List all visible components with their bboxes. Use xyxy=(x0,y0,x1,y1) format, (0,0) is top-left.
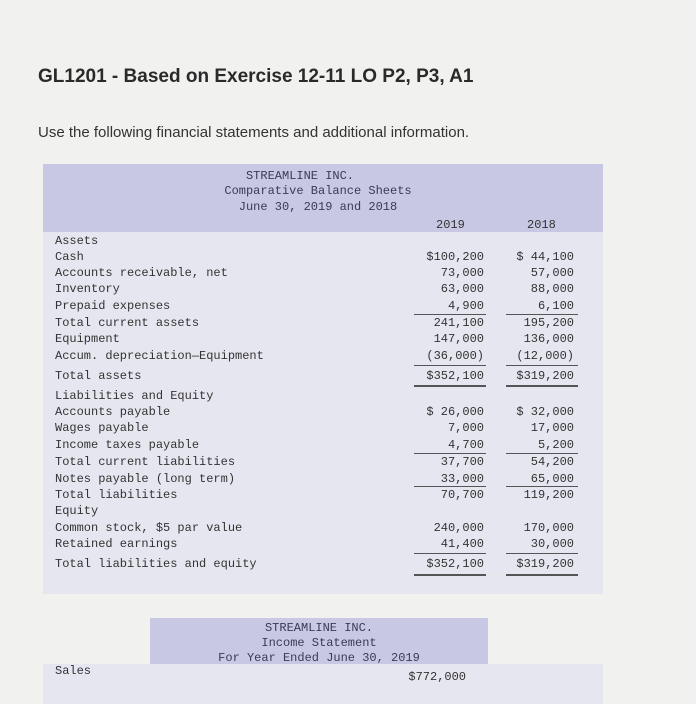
intro-text: Use the following financial statements and additional information. xyxy=(38,124,470,141)
row-label-total-liabilities: Total liabilities xyxy=(55,488,178,502)
is-value-sales: $772,000 xyxy=(408,670,466,684)
value-2018-total-current-assets: 195,200 xyxy=(523,316,574,330)
row-label-total-assets: Total assets xyxy=(55,369,142,383)
is-statement-date: For Year Ended June 30, 2019 xyxy=(218,651,420,665)
value-2018-wages-payable: 17,000 xyxy=(530,421,574,435)
value-2018-accum-depreciation: (12,000) xyxy=(516,349,574,363)
value-2019-inventory: 63,000 xyxy=(440,282,484,296)
value-2019-income-taxes-payable: 4,700 xyxy=(447,438,484,452)
row-label-total-current-liabilities: Total current liabilities xyxy=(55,455,236,469)
value-2019-total-current-assets: 241,100 xyxy=(433,316,484,330)
value-2019-total-liabilities-and-equity: $352,100 xyxy=(426,557,484,571)
row-label-accounts-payable: Accounts payable xyxy=(55,405,171,419)
row-label-wages-payable: Wages payable xyxy=(55,421,149,435)
value-2019-accum-depreciation: (36,000) xyxy=(426,349,484,363)
row-label-total-liabilities-and-equity: Total liabilities and equity xyxy=(55,557,257,571)
value-2019-equipment: 147,000 xyxy=(433,332,484,346)
row-label-cash: Cash xyxy=(55,250,84,264)
column-header-2019: 2019 xyxy=(436,218,465,232)
row-label-notes-payable: Notes payable (long term) xyxy=(55,472,236,486)
value-2019-cash: $100,200 xyxy=(426,250,484,264)
is-statement-title: Income Statement xyxy=(261,636,377,650)
row-label-total-current-assets: Total current assets xyxy=(55,316,200,330)
rule-2019-total-liabilities-and-equity xyxy=(414,574,486,576)
value-2019-prepaid-expenses: 4,900 xyxy=(447,299,484,313)
value-2019-retained-earnings: 41,400 xyxy=(440,537,484,551)
value-2019-total-assets: $352,100 xyxy=(426,369,484,383)
rule-2019-accum-depreciation xyxy=(414,365,486,366)
bs-statement-date: June 30, 2019 and 2018 xyxy=(238,200,398,214)
row-label-assets: Assets xyxy=(55,234,99,248)
rule-2018-notes-payable xyxy=(506,486,578,487)
value-2018-prepaid-expenses: 6,100 xyxy=(537,299,574,313)
row-label-common-stock: Common stock, $5 par value xyxy=(55,521,243,535)
rule-2019-notes-payable xyxy=(414,486,486,487)
rule-2019-current-liabilities xyxy=(414,453,486,454)
rule-2018-current-liabilities xyxy=(506,453,578,454)
rule-2018-total-liabilities-and-equity xyxy=(506,574,578,576)
value-2018-income-taxes-payable: 5,200 xyxy=(537,438,574,452)
value-2019-total-current-liabilities: 37,700 xyxy=(440,455,484,469)
row-label-inventory: Inventory xyxy=(55,282,120,296)
value-2018-accounts-payable: $ 32,000 xyxy=(516,405,574,419)
is-row-label-sales: Sales xyxy=(55,664,92,678)
value-2018-total-liabilities-and-equity: $319,200 xyxy=(516,557,574,571)
is-company-name: STREAMLINE INC. xyxy=(264,621,374,635)
value-2018-notes-payable: 65,000 xyxy=(530,472,574,486)
value-2018-cash: $ 44,100 xyxy=(516,250,574,264)
row-label-retained-earnings: Retained earnings xyxy=(55,537,178,551)
bs-company-name: STREAMLINE INC. xyxy=(245,169,355,183)
rule-2019-retained-earnings xyxy=(414,553,486,554)
row-label-income-taxes-payable: Income taxes payable xyxy=(55,438,200,452)
value-2019-accounts-receivable: 73,000 xyxy=(440,266,484,280)
rule-2018-accum-depreciation xyxy=(506,365,578,366)
rule-2018-total-assets xyxy=(506,385,578,387)
value-2018-total-current-liabilities: 54,200 xyxy=(530,455,574,469)
row-label-accum-depreciation: Accum. depreciation—Equipment xyxy=(55,349,264,363)
value-2018-retained-earnings: 30,000 xyxy=(530,537,574,551)
value-2018-total-assets: $319,200 xyxy=(516,369,574,383)
rule-2019-total-assets xyxy=(414,385,486,387)
value-2019-notes-payable: 33,000 xyxy=(440,472,484,486)
value-2019-total-liabilities: 70,700 xyxy=(440,488,484,502)
value-2018-equipment: 136,000 xyxy=(523,332,574,346)
row-label-prepaid-expenses: Prepaid expenses xyxy=(55,299,171,313)
value-2019-accounts-payable: $ 26,000 xyxy=(426,405,484,419)
row-label-equity: Equity xyxy=(55,504,99,518)
rule-2019-current-assets xyxy=(414,314,486,315)
value-2018-inventory: 88,000 xyxy=(530,282,574,296)
row-label-liabilities-and-equity: Liabilities and Equity xyxy=(55,389,214,403)
value-2018-common-stock: 170,000 xyxy=(523,521,574,535)
value-2019-common-stock: 240,000 xyxy=(433,521,484,535)
rule-2018-current-assets xyxy=(506,314,578,315)
column-header-2018: 2018 xyxy=(527,218,556,232)
income-statement-body xyxy=(43,664,603,704)
rule-2018-retained-earnings xyxy=(506,553,578,554)
row-label-equipment: Equipment xyxy=(55,332,120,346)
row-label-accounts-receivable: Accounts receivable, net xyxy=(55,266,228,280)
value-2018-accounts-receivable: 57,000 xyxy=(530,266,574,280)
bs-statement-title: Comparative Balance Sheets xyxy=(224,184,412,198)
value-2018-total-liabilities: 119,200 xyxy=(523,488,574,502)
value-2019-wages-payable: 7,000 xyxy=(447,421,484,435)
page-title: GL1201 - Based on Exercise 12-11 LO P2, P3, A1 xyxy=(38,66,474,87)
